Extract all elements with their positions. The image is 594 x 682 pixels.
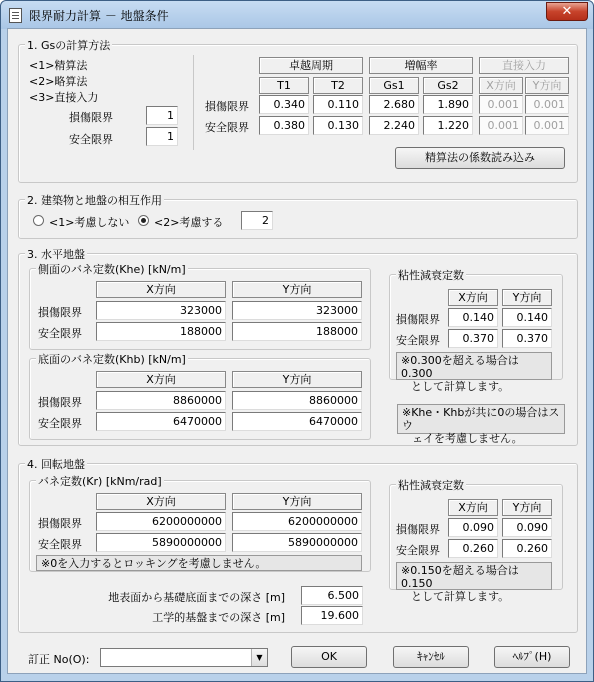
row-safety-label: 安全限界: [205, 121, 249, 134]
col-gs1: Gs1: [369, 77, 419, 94]
interaction-value-input[interactable]: 2: [241, 211, 273, 230]
kr-x-damage-input[interactable]: 6200000000: [96, 512, 226, 531]
option-simplified: <2>略算法: [29, 75, 88, 88]
group-title: 3. 水平地盤: [27, 248, 85, 261]
khb-y-safety-input[interactable]: 6470000: [232, 412, 362, 431]
chevron-down-icon[interactable]: ▼: [251, 649, 267, 666]
kr-title: バネ定数(Kr) [kNm/rad]: [38, 475, 162, 488]
divider: [193, 55, 194, 150]
visc-damage-label: 損傷限界: [396, 313, 440, 326]
rot-visc-x-damage-input[interactable]: 0.090: [448, 518, 498, 537]
khe-x-damage-input[interactable]: 323000: [96, 301, 226, 320]
visc-title: 粘性減衰定数: [398, 479, 464, 492]
depth-bedrock-label: 工学的基盤までの深さ [m]: [152, 611, 285, 624]
load-coefficients-button[interactable]: 精算法の係数読み込み: [395, 147, 565, 169]
kr-damage-label: 損傷限界: [38, 517, 82, 530]
visc-x-col: X方向: [448, 499, 498, 516]
option-precise: <1>精算法: [29, 59, 88, 72]
khb-safety-label: 安全限界: [38, 417, 82, 430]
group-horizontal-ground: [18, 248, 578, 446]
visc-note-line1: ※0.300を超える場合は0.300: [401, 354, 519, 380]
group-title: 1. Gsの計算方法: [27, 39, 111, 52]
khe-y-col: Y方向: [232, 281, 362, 298]
y-direct-safety-input[interactable]: 0.001: [525, 116, 569, 135]
visc-damage-label: 損傷限界: [396, 523, 440, 536]
khb-x-safety-input[interactable]: 6470000: [96, 412, 226, 431]
visc-note-line2: として計算します。: [411, 380, 510, 393]
khb-damage-label: 損傷限界: [38, 396, 82, 409]
safety-limit-method-input[interactable]: 1: [146, 127, 178, 146]
close-button[interactable]: ✕: [546, 2, 588, 21]
group-title: 4. 回転地盤: [27, 458, 85, 471]
kr-y-col: Y方向: [232, 493, 362, 510]
revision-label: 訂正 No(O):: [28, 653, 90, 666]
depth-foundation-label: 地表面から基礎底面までの深さ [m]: [108, 591, 285, 604]
col-t2: T2: [313, 77, 363, 94]
khe-safety-label: 安全限界: [38, 327, 82, 340]
khb-title: 底面のバネ定数(Khb) [kN/m]: [38, 353, 186, 366]
rot-visc-note-line2: として計算します。: [411, 590, 510, 603]
group-interaction: [18, 194, 578, 239]
window-title: 限界耐力計算 － 地盤条件: [29, 9, 169, 23]
group-viscous-damping-horizontal: [389, 269, 563, 393]
sway-note-line1: ※Khe・Khbが共に0の場合はスウ: [402, 406, 560, 432]
kr-y-safety-input[interactable]: 5890000000: [232, 533, 362, 552]
gs1-safety-input[interactable]: 2.240: [369, 116, 419, 135]
ok-button[interactable]: OK: [291, 646, 367, 668]
kr-x-safety-input[interactable]: 5890000000: [96, 533, 226, 552]
revision-combo[interactable]: [100, 648, 268, 667]
khe-damage-label: 損傷限界: [38, 306, 82, 319]
radio-consider-label: <2>考慮する: [154, 216, 224, 229]
visc-y-damage-input[interactable]: 0.140: [502, 308, 552, 327]
depth-bedrock-input[interactable]: 19.600: [301, 606, 363, 625]
t2-damage-input[interactable]: 0.110: [313, 95, 363, 114]
app-icon: [9, 8, 22, 23]
safety-limit-label: 安全限界: [69, 133, 113, 146]
kr-note: ※0を入力するとロッキングを考慮しません。: [36, 555, 362, 571]
header-dominant-period: 卓越周期: [259, 57, 363, 74]
khe-title: 側面のバネ定数(Khe) [kN/m]: [38, 263, 186, 276]
khb-y-col: Y方向: [232, 371, 362, 388]
depth-foundation-input[interactable]: 6.500: [301, 586, 363, 605]
x-direct-damage-input[interactable]: 0.001: [479, 95, 523, 114]
gs1-damage-input[interactable]: 2.680: [369, 95, 419, 114]
group-khe: [29, 263, 371, 350]
visc-x-safety-input[interactable]: 0.370: [448, 329, 498, 348]
gs2-damage-input[interactable]: 1.890: [423, 95, 473, 114]
title-bar: [1, 1, 593, 29]
damage-limit-method-input[interactable]: 1: [146, 106, 178, 125]
visc-title: 粘性減衰定数: [398, 269, 464, 282]
group-gs-method: [18, 39, 578, 183]
t2-safety-input[interactable]: 0.130: [313, 116, 363, 135]
header-amplification: 増幅率: [369, 57, 473, 74]
sway-note-line2: ェイを考慮しません。: [412, 432, 523, 445]
visc-x-damage-input[interactable]: 0.140: [448, 308, 498, 327]
header-direct-input: 直接入力: [479, 57, 569, 74]
group-viscous-damping-rotational: [389, 479, 563, 603]
t1-safety-input[interactable]: 0.380: [259, 116, 309, 135]
khb-y-damage-input[interactable]: 8860000: [232, 391, 362, 410]
col-gs2: Gs2: [423, 77, 473, 94]
radio-not-consider-label: <1>考慮しない: [49, 216, 130, 229]
khb-x-damage-input[interactable]: 8860000: [96, 391, 226, 410]
group-khb: [29, 353, 371, 440]
col-y-direction: Y方向: [525, 77, 569, 94]
help-button[interactable]: ﾍﾙﾌﾟ(H): [494, 646, 570, 668]
group-rotational-ground: [18, 458, 578, 633]
kr-x-col: X方向: [96, 493, 226, 510]
visc-safety-label: 安全限界: [396, 334, 440, 347]
khe-x-col: X方向: [96, 281, 226, 298]
khe-x-safety-input[interactable]: 188000: [96, 322, 226, 341]
damage-limit-label: 損傷限界: [69, 111, 113, 124]
visc-y-safety-input[interactable]: 0.370: [502, 329, 552, 348]
group-title: 2. 建築物と地盤の相互作用: [27, 194, 162, 207]
visc-y-col: Y方向: [502, 499, 552, 516]
visc-note: [396, 352, 552, 393]
cancel-button[interactable]: ｷｬﾝｾﾙ: [393, 646, 469, 668]
dialog-client: [7, 28, 587, 674]
visc-x-col: X方向: [448, 289, 498, 306]
khb-x-col: X方向: [96, 371, 226, 388]
gs2-safety-input[interactable]: 1.220: [423, 116, 473, 135]
kr-safety-label: 安全限界: [38, 538, 82, 551]
t1-damage-input[interactable]: 0.340: [259, 95, 309, 114]
rot-visc-x-safety-input[interactable]: 0.260: [448, 539, 498, 558]
rot-visc-note-line1: ※0.150を超える場合は0.150: [401, 564, 519, 590]
radio-not-consider[interactable]: [33, 215, 44, 226]
col-t1: T1: [259, 77, 309, 94]
khe-y-safety-input[interactable]: 188000: [232, 322, 362, 341]
rot-visc-y-damage-input[interactable]: 0.090: [502, 518, 552, 537]
kr-y-damage-input[interactable]: 6200000000: [232, 512, 362, 531]
visc-y-col: Y方向: [502, 289, 552, 306]
visc-safety-label: 安全限界: [396, 544, 440, 557]
rot-visc-y-safety-input[interactable]: 0.260: [502, 539, 552, 558]
row-damage-label: 損傷限界: [205, 100, 249, 113]
sway-note: [397, 404, 565, 445]
radio-consider[interactable]: [138, 215, 149, 226]
x-direct-safety-input[interactable]: 0.001: [479, 116, 523, 135]
col-x-direction: X方向: [479, 77, 523, 94]
group-kr: [29, 475, 371, 572]
option-direct-input: <3>直接入力: [29, 91, 99, 104]
y-direct-damage-input[interactable]: 0.001: [525, 95, 569, 114]
rot-visc-note: [396, 562, 552, 603]
khe-y-damage-input[interactable]: 323000: [232, 301, 362, 320]
